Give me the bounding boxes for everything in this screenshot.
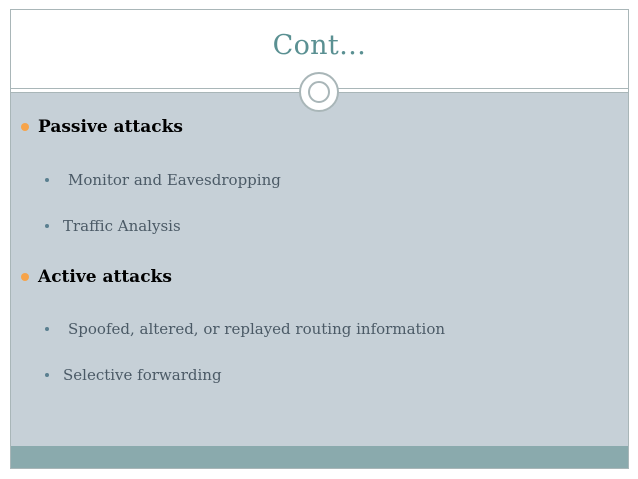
list-item-label: Monitor and Eavesdropping [68,171,281,189]
slide-frame [10,9,629,469]
bullet-icon [45,327,49,331]
list-item-label: Traffic Analysis [63,217,181,235]
section-heading-active [21,267,172,287]
bullet-icon [45,224,49,228]
list-item-label: Selective forwarding [63,366,222,384]
section-heading-label: Passive attacks [38,117,183,137]
circle-ornament-icon [299,72,339,112]
bullet-icon [45,178,49,182]
circle-ornament-inner [308,81,330,103]
section-heading-label: Active attacks [38,267,172,287]
list-item [45,366,222,384]
list-item [45,171,281,189]
list-item-label: Spoofed, altered, or replayed routing information [68,320,446,338]
bottom-band [11,446,628,468]
list-item [45,217,181,235]
section-heading-passive [21,117,183,137]
list-item [45,320,445,338]
orange-bullet-icon [21,273,29,281]
content-area [11,93,628,446]
orange-bullet-icon [21,123,29,131]
slide-title: Cont… [272,30,367,61]
bullet-icon [45,373,49,377]
